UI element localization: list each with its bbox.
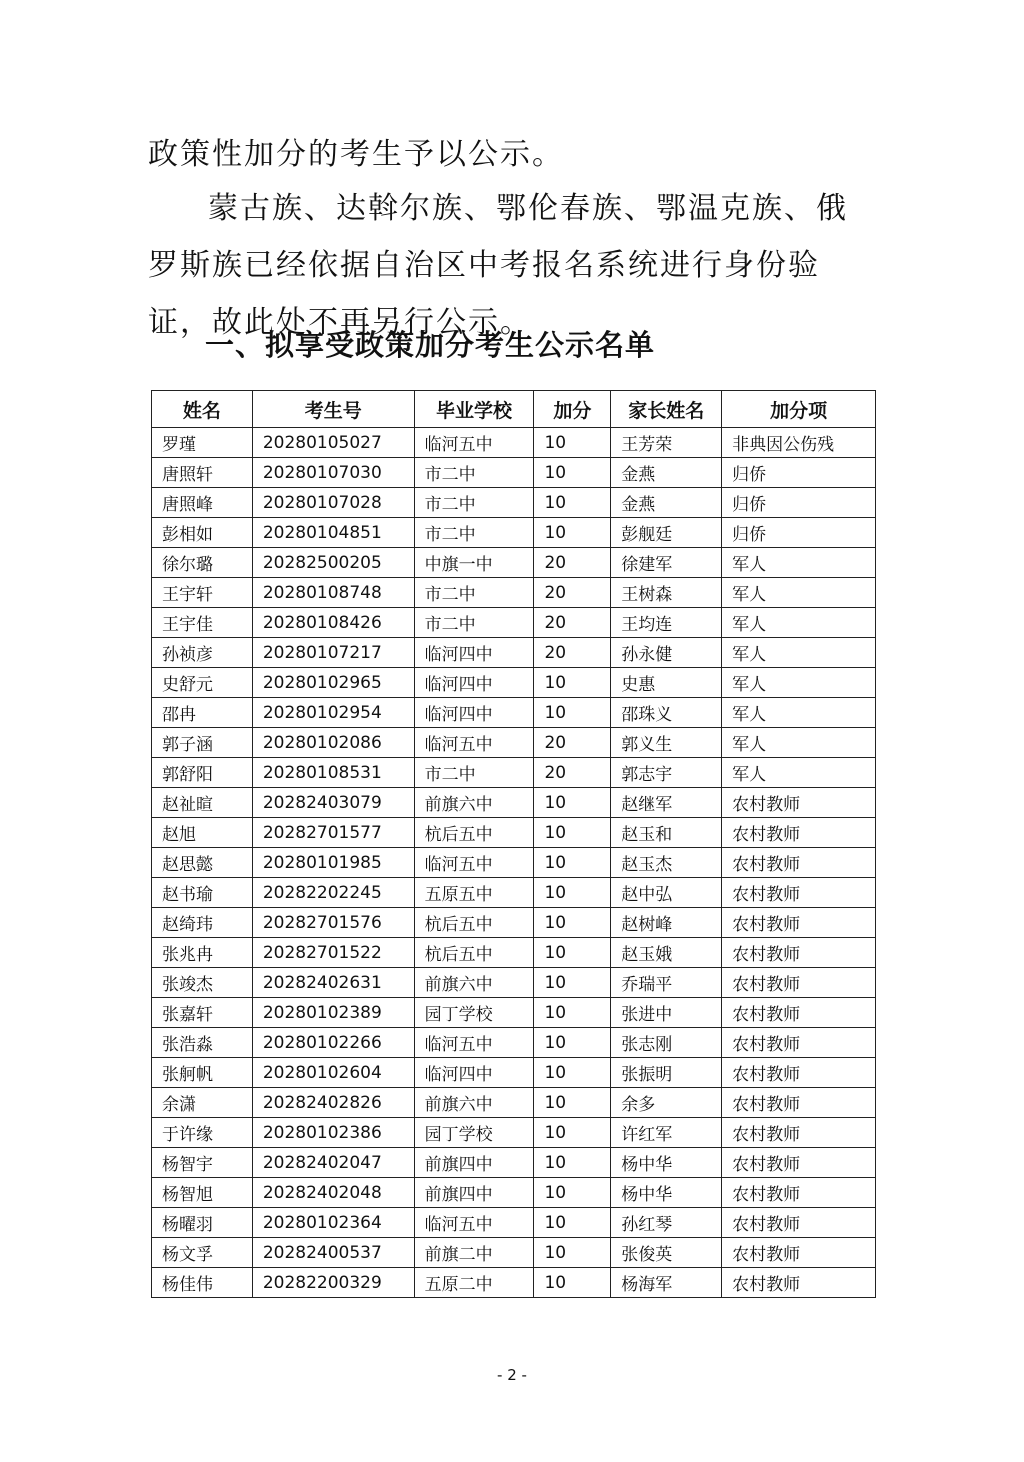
cell-exam-id: 20282200329	[252, 1268, 414, 1298]
cell-school: 杭后五中	[414, 938, 534, 968]
cell-exam-id: 20280102389	[252, 998, 414, 1028]
cell-bonus: 20	[534, 548, 611, 578]
cell-parent: 赵玉和	[611, 818, 722, 848]
table-row	[152, 428, 876, 458]
cell-exam-id: 20282701577	[252, 818, 414, 848]
cell-school: 前旗四中	[414, 1148, 534, 1178]
table-row	[152, 1238, 876, 1268]
cell-parent: 赵中弘	[611, 878, 722, 908]
cell-bonus-item: 农村教师	[722, 908, 876, 938]
cell-name: 徐尔璐	[152, 548, 253, 578]
cell-bonus: 20	[534, 758, 611, 788]
cell-parent: 徐建军	[611, 548, 722, 578]
cell-parent: 王树森	[611, 578, 722, 608]
cell-parent: 金燕	[611, 458, 722, 488]
cell-name: 张兆冉	[152, 938, 253, 968]
cell-bonus: 10	[534, 848, 611, 878]
table-row	[152, 1088, 876, 1118]
cell-school: 临河四中	[414, 698, 534, 728]
cell-bonus-item: 农村教师	[722, 818, 876, 848]
cell-school: 中旗一中	[414, 548, 534, 578]
table-row	[152, 788, 876, 818]
cell-name: 张竣杰	[152, 968, 253, 998]
cell-exam-id: 20282403079	[252, 788, 414, 818]
cell-bonus: 10	[534, 668, 611, 698]
cell-name: 赵绮玮	[152, 908, 253, 938]
cell-bonus-item: 农村教师	[722, 1238, 876, 1268]
cell-school: 市二中	[414, 758, 534, 788]
page-number: - 2 -	[497, 1366, 527, 1384]
cell-name: 王宇佳	[152, 608, 253, 638]
cell-exam-id: 20280107028	[252, 488, 414, 518]
cell-bonus: 20	[534, 728, 611, 758]
cell-bonus-item: 军人	[722, 548, 876, 578]
cell-exam-id: 20280102954	[252, 698, 414, 728]
cell-school: 杭后五中	[414, 818, 534, 848]
cell-bonus: 10	[534, 998, 611, 1028]
cell-name: 张舸帆	[152, 1058, 253, 1088]
cell-exam-id: 20280102965	[252, 668, 414, 698]
cell-exam-id: 20280102604	[252, 1058, 414, 1088]
cell-exam-id: 20280108426	[252, 608, 414, 638]
cell-parent: 孙红琴	[611, 1208, 722, 1238]
cell-bonus: 10	[534, 488, 611, 518]
cell-name: 邵冉	[152, 698, 253, 728]
table-row	[152, 1208, 876, 1238]
cell-school: 五原五中	[414, 878, 534, 908]
table-row	[152, 638, 876, 668]
intro-paragraph: 蒙古族、达斡尔族、鄂伦春族、鄂温克族、俄罗斯族已经依据自治区中考报名系统进行身份验证，故此处不再另行公示。	[148, 191, 848, 340]
header-bonus-item: 加分项	[722, 391, 876, 428]
cell-parent: 孙永健	[611, 638, 722, 668]
table-row	[152, 998, 876, 1028]
cell-name: 于许缘	[152, 1118, 253, 1148]
cell-bonus-item: 农村教师	[722, 1178, 876, 1208]
cell-school: 市二中	[414, 518, 534, 548]
table-row	[152, 758, 876, 788]
cell-parent: 杨海军	[611, 1268, 722, 1298]
table-row	[152, 908, 876, 938]
cell-bonus-item: 军人	[722, 638, 876, 668]
cell-school: 前旗四中	[414, 1178, 534, 1208]
table-row	[152, 548, 876, 578]
cell-name: 赵旭	[152, 818, 253, 848]
cell-school: 前旗六中	[414, 788, 534, 818]
cell-school: 临河四中	[414, 1058, 534, 1088]
cell-bonus: 10	[534, 1268, 611, 1298]
cell-bonus-item: 农村教师	[722, 1148, 876, 1178]
cell-bonus: 10	[534, 518, 611, 548]
cell-parent: 余多	[611, 1088, 722, 1118]
table-header-row	[152, 391, 876, 428]
cell-school: 市二中	[414, 608, 534, 638]
cell-exam-id: 20280107030	[252, 458, 414, 488]
cell-exam-id: 20280108748	[252, 578, 414, 608]
table-row	[152, 1148, 876, 1178]
table-row	[152, 1118, 876, 1148]
table-row	[152, 1268, 876, 1298]
cell-bonus: 10	[534, 1238, 611, 1268]
table-row	[152, 818, 876, 848]
cell-exam-id: 20282500205	[252, 548, 414, 578]
cell-bonus-item: 农村教师	[722, 878, 876, 908]
cell-bonus: 10	[534, 788, 611, 818]
cell-exam-id: 20282701522	[252, 938, 414, 968]
cell-exam-id: 20282402047	[252, 1148, 414, 1178]
cell-bonus-item: 军人	[722, 668, 876, 698]
section-title: 一、拟享受政策加分考生公示名单	[205, 328, 656, 362]
cell-exam-id: 20280102364	[252, 1208, 414, 1238]
table-row	[152, 878, 876, 908]
cell-name: 杨佳伟	[152, 1268, 253, 1298]
cell-bonus: 10	[534, 968, 611, 998]
cell-exam-id: 20280104851	[252, 518, 414, 548]
table-body	[152, 428, 876, 1298]
cell-bonus-item: 农村教师	[722, 1208, 876, 1238]
cell-parent: 赵树峰	[611, 908, 722, 938]
cell-bonus-item: 军人	[722, 698, 876, 728]
table-row	[152, 518, 876, 548]
cell-parent: 赵继军	[611, 788, 722, 818]
table-row	[152, 848, 876, 878]
cell-school: 市二中	[414, 488, 534, 518]
cell-parent: 许红军	[611, 1118, 722, 1148]
cell-school: 园丁学校	[414, 998, 534, 1028]
cell-school: 市二中	[414, 578, 534, 608]
cell-bonus-item: 农村教师	[722, 1028, 876, 1058]
table-row	[152, 698, 876, 728]
cell-name: 彭相如	[152, 518, 253, 548]
cell-exam-id: 20282400537	[252, 1238, 414, 1268]
cell-bonus-item: 归侨	[722, 518, 876, 548]
cell-bonus-item: 农村教师	[722, 1058, 876, 1088]
cell-school: 临河五中	[414, 848, 534, 878]
table-row	[152, 968, 876, 998]
cell-school: 临河五中	[414, 428, 534, 458]
cell-bonus: 10	[534, 818, 611, 848]
cell-parent: 郭志宇	[611, 758, 722, 788]
cell-name: 杨智宇	[152, 1148, 253, 1178]
cell-bonus: 10	[534, 1178, 611, 1208]
cell-school: 前旗二中	[414, 1238, 534, 1268]
cell-name: 赵祉暄	[152, 788, 253, 818]
cell-exam-id: 20282402631	[252, 968, 414, 998]
header-school: 毕业学校	[414, 391, 534, 428]
cell-name: 赵思懿	[152, 848, 253, 878]
cell-parent: 郭义生	[611, 728, 722, 758]
cell-bonus-item: 归侨	[722, 488, 876, 518]
cell-bonus: 10	[534, 1028, 611, 1058]
cell-bonus-item: 农村教师	[722, 1268, 876, 1298]
intro-line: 政策性加分的考生予以公示。	[148, 137, 564, 172]
cell-exam-id: 20282701576	[252, 908, 414, 938]
cell-parent: 张振明	[611, 1058, 722, 1088]
cell-exam-id: 20280102386	[252, 1118, 414, 1148]
cell-exam-id: 20280107217	[252, 638, 414, 668]
cell-name: 杨文孚	[152, 1238, 253, 1268]
header-name: 姓名	[152, 391, 253, 428]
cell-parent: 张俊英	[611, 1238, 722, 1268]
cell-bonus-item: 军人	[722, 758, 876, 788]
cell-bonus: 10	[534, 1118, 611, 1148]
table-row	[152, 668, 876, 698]
cell-bonus-item: 农村教师	[722, 1088, 876, 1118]
table-row	[152, 458, 876, 488]
cell-parent: 乔瑞平	[611, 968, 722, 998]
cell-bonus-item: 军人	[722, 578, 876, 608]
cell-parent: 杨中华	[611, 1178, 722, 1208]
cell-name: 郭舒阳	[152, 758, 253, 788]
cell-name: 王宇轩	[152, 578, 253, 608]
table-row	[152, 938, 876, 968]
cell-bonus: 20	[534, 578, 611, 608]
cell-bonus: 10	[534, 938, 611, 968]
cell-bonus: 10	[534, 878, 611, 908]
cell-parent: 金燕	[611, 488, 722, 518]
cell-school: 临河四中	[414, 638, 534, 668]
cell-bonus: 10	[534, 428, 611, 458]
cell-school: 杭后五中	[414, 908, 534, 938]
table-row	[152, 728, 876, 758]
cell-parent: 王芳荣	[611, 428, 722, 458]
table-row	[152, 578, 876, 608]
cell-exam-id: 20280108531	[252, 758, 414, 788]
cell-bonus-item: 农村教师	[722, 998, 876, 1028]
cell-exam-id: 20280102266	[252, 1028, 414, 1058]
cell-exam-id: 20282402826	[252, 1088, 414, 1118]
cell-name: 余潇	[152, 1088, 253, 1118]
cell-exam-id: 20280105027	[252, 428, 414, 458]
candidate-table	[151, 390, 876, 1298]
table-row	[152, 488, 876, 518]
cell-name: 张浩淼	[152, 1028, 253, 1058]
cell-bonus-item: 军人	[722, 608, 876, 638]
table-row	[152, 1028, 876, 1058]
cell-bonus-item: 农村教师	[722, 788, 876, 818]
cell-school: 前旗六中	[414, 968, 534, 998]
cell-bonus-item: 归侨	[722, 458, 876, 488]
cell-school: 临河五中	[414, 1208, 534, 1238]
cell-parent: 史惠	[611, 668, 722, 698]
cell-bonus-item: 农村教师	[722, 848, 876, 878]
cell-bonus: 10	[534, 1208, 611, 1238]
cell-parent: 王均连	[611, 608, 722, 638]
cell-name: 唐照轩	[152, 458, 253, 488]
cell-school: 前旗六中	[414, 1088, 534, 1118]
cell-name: 赵书瑜	[152, 878, 253, 908]
cell-exam-id: 20282202245	[252, 878, 414, 908]
cell-bonus: 10	[534, 1058, 611, 1088]
cell-parent: 杨中华	[611, 1148, 722, 1178]
cell-bonus-item: 农村教师	[722, 1118, 876, 1148]
cell-bonus: 10	[534, 698, 611, 728]
cell-bonus-item: 军人	[722, 728, 876, 758]
cell-bonus-item: 非典因公伤残	[722, 428, 876, 458]
cell-bonus: 20	[534, 608, 611, 638]
cell-school: 临河四中	[414, 668, 534, 698]
header-bonus: 加分	[534, 391, 611, 428]
cell-parent: 张志刚	[611, 1028, 722, 1058]
cell-name: 唐照峰	[152, 488, 253, 518]
cell-bonus-item: 农村教师	[722, 938, 876, 968]
table-row	[152, 1058, 876, 1088]
cell-name: 杨智旭	[152, 1178, 253, 1208]
cell-school: 五原二中	[414, 1268, 534, 1298]
cell-bonus: 10	[534, 1088, 611, 1118]
cell-parent: 张进中	[611, 998, 722, 1028]
cell-parent: 赵玉杰	[611, 848, 722, 878]
cell-school: 临河五中	[414, 728, 534, 758]
cell-parent: 赵玉娥	[611, 938, 722, 968]
table-row	[152, 1178, 876, 1208]
cell-school: 临河五中	[414, 1028, 534, 1058]
table-row	[152, 608, 876, 638]
cell-bonus: 10	[534, 908, 611, 938]
cell-name: 杨曜羽	[152, 1208, 253, 1238]
cell-school: 市二中	[414, 458, 534, 488]
header-parent: 家长姓名	[611, 391, 722, 428]
cell-name: 张嘉轩	[152, 998, 253, 1028]
cell-school: 园丁学校	[414, 1118, 534, 1148]
cell-name: 史舒元	[152, 668, 253, 698]
cell-bonus-item: 农村教师	[722, 968, 876, 998]
cell-parent: 邵珠义	[611, 698, 722, 728]
cell-exam-id: 20280102086	[252, 728, 414, 758]
cell-bonus: 10	[534, 458, 611, 488]
cell-name: 孙祯彦	[152, 638, 253, 668]
cell-name: 郭子涵	[152, 728, 253, 758]
header-exam-id: 考生号	[252, 391, 414, 428]
cell-bonus: 20	[534, 638, 611, 668]
cell-exam-id: 20282402048	[252, 1178, 414, 1208]
cell-name: 罗瑾	[152, 428, 253, 458]
cell-exam-id: 20280101985	[252, 848, 414, 878]
cell-parent: 彭舰廷	[611, 518, 722, 548]
cell-bonus: 10	[534, 1148, 611, 1178]
